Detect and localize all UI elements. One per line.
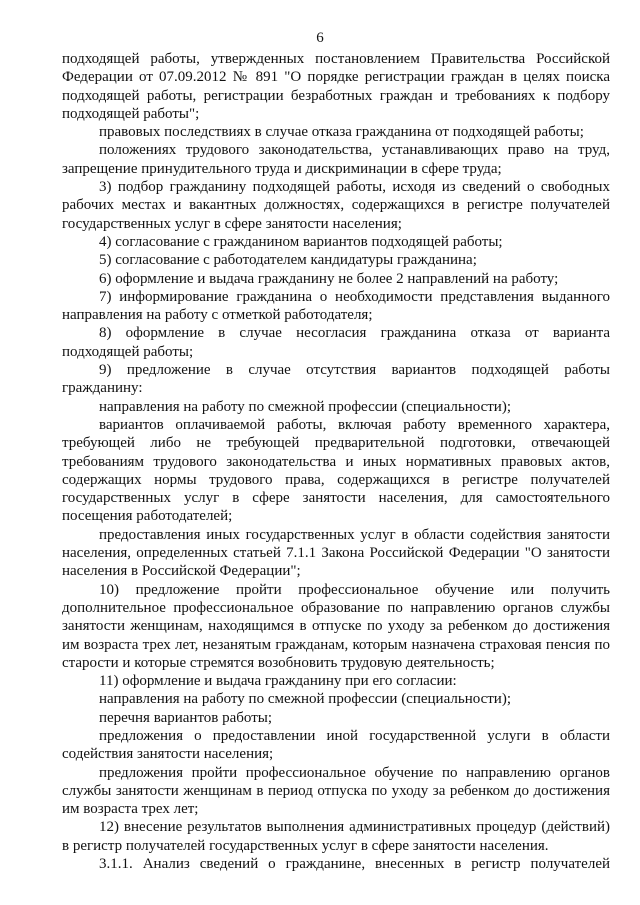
text-line: посещения работодателей;: [62, 508, 233, 525]
text-line: населения в Российской Федерации";: [62, 563, 301, 580]
text-line: в регистр получателей государственных услуг в сфере занятости населения.: [62, 837, 549, 854]
text-line: подходящей работы, регистрации безработных граждан и требованиях к подбору: [62, 87, 610, 104]
text-line: 5) согласование с работодателем кандидатуры гражданина;: [99, 252, 477, 269]
text-line: 11) оформление и выдача гражданину при его согласии:: [99, 673, 457, 690]
text-line: требующей либо не требующей предварительной подготовки, отвечающей: [62, 435, 610, 452]
text-line: направления на работу по смежной профессии (специальности);: [99, 398, 512, 415]
text-line: населения, определенных статьей 7.1.1 Закона Российской Федерации "О занятости: [62, 545, 610, 562]
text-line: подходящей работы;: [62, 343, 194, 360]
text-line: запрещение принудительного труда и дискриминации в сфере труда;: [62, 160, 502, 177]
text-line: 3.1.1. Анализ сведений о гражданине, внесенных в регистр получателей: [99, 856, 610, 873]
text-line: им возраста трех лет, незанятым гражданам, которым назначена страховая пенсия по: [62, 636, 610, 653]
text-line: дополнительное профессиональное образование по направлению органов службы: [62, 599, 610, 616]
text-line: гражданину:: [62, 380, 143, 397]
text-line: содействия занятости населения;: [62, 746, 274, 763]
page-number: 6: [316, 30, 324, 46]
text-line: службы занятости женщинам в период отпуска по уходу за ребенком до достижения: [62, 782, 610, 799]
text-line: содержащих нормы трудового права, содержащихся в регистре получателей: [62, 471, 610, 488]
text-line: перечня вариантов работы;: [99, 709, 273, 726]
text-line: направления на работу с отметкой работодателя;: [62, 307, 373, 324]
text-line: 3) подбор гражданину подходящей работы, исходя из сведений о свободных: [99, 179, 610, 196]
text-line: подходящей работы, утвержденных постановлением Правительства Российской: [62, 51, 610, 67]
text-line: предоставления иных государственных услуг в области содействия занятости: [99, 526, 610, 543]
text-line: занятости женщинам, находящимся в отпуске по уходу за ребенком до достижения: [62, 618, 610, 635]
text-line: 4) согласование с гражданином вариантов подходящей работы;: [99, 233, 503, 250]
text-line: предложения пройти профессиональное обучение по направлению органов: [99, 764, 610, 781]
document-body: [62, 50, 610, 873]
text-line: 6) оформление и выдача гражданину не более 2 направлений на работу;: [99, 270, 559, 287]
text-line: предложения о предоставлении иной государственной услуги в области: [99, 727, 610, 744]
text-line: 12) внесение результатов выполнения административных процедур (действий): [99, 819, 610, 836]
text-line: вариантов оплачиваемой работы, включая работу временного характера,: [99, 416, 610, 433]
text-line: положениях трудового законодательства, устанавливающих право на труд,: [99, 142, 610, 159]
text-line: направления на работу по смежной профессии (специальности);: [99, 691, 512, 708]
text-line: правовых последствиях в случае отказа гражданина от подходящей работы;: [99, 124, 584, 141]
text-line: государственных услуг в сфере занятости населения;: [62, 215, 402, 232]
text-line: Федерации от 07.09.2012 № 891 "О порядке регистрации граждан в целях поиска: [62, 69, 610, 86]
text-line: государственных услуг в сфере занятости населения, для самостоятельного: [62, 490, 610, 507]
text-line: подходящей работы";: [62, 105, 200, 122]
text-line: рабочих местах и вакантных должностях, содержащихся в регистре получателей: [62, 197, 610, 214]
text-line: 8) оформление в случае несогласия гражданина отказа от варианта: [99, 325, 610, 342]
text-line: 10) предложение пройти профессиональное обучение или получить: [99, 581, 610, 598]
text-line: 9) предложение в случае отсутствия вариантов подходящей работы: [99, 362, 610, 379]
text-line: старости и которые стремятся возобновить трудовую деятельность;: [62, 654, 495, 671]
text-line: требованиям трудового законодательства и иных нормативных правовых актов,: [62, 453, 610, 470]
text-line: им возраста трех лет;: [62, 801, 199, 818]
text-line: 7) информирование гражданина о необходимости представления выданного: [99, 288, 610, 305]
